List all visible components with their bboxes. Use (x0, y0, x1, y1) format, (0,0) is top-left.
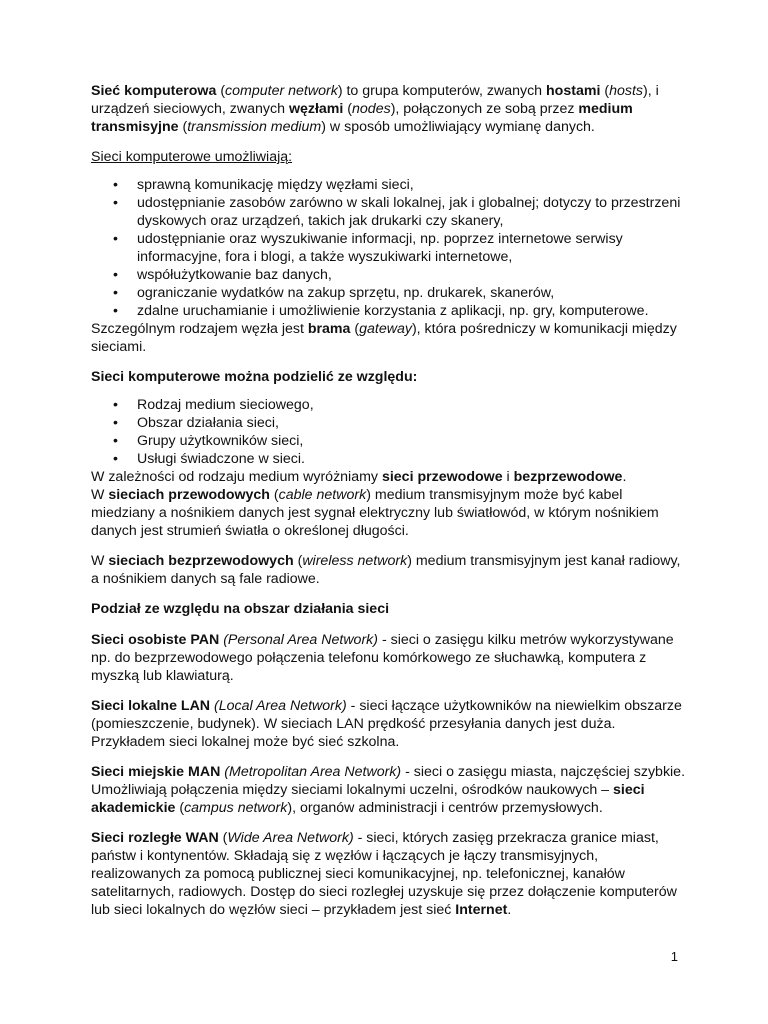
term-wireless-networks: sieciach bezprzewodowych (108, 553, 294, 569)
term-en: gateway (359, 321, 412, 337)
term-wired-networks: sieciach przewodowych (108, 487, 270, 503)
text-span: ), która pośredniczy w komunikacji między sieciami. (91, 321, 677, 355)
text-span: . (507, 902, 512, 918)
term-wireless: bezprzewodowe (513, 469, 623, 485)
term-en: transmission medium (187, 119, 322, 135)
term-en: computer network (225, 83, 338, 99)
term-en: (Local Area Network) (210, 698, 347, 714)
text-span: - sieci łączące użytkowników na niewielkim obszarze (pomieszczenie, budynek). W sieciach LAN prędkość przesyłania danych jest duża. Przykładem sieci lokalnej może być sieć szkolna. (91, 698, 682, 750)
list-item: • udostępnianie zasobów zarówno w skali lokalnej, jak i globalnej; dotyczy to przestrzeni dyskowych oraz urządzeń, takich jak drukarki czy skanery, (91, 194, 688, 230)
term-medium: medium transmisyjne (91, 101, 633, 135)
text-span: ) medium transmisyjnym jest kanał radiowy, a nośnikiem danych są fale radiowe. (91, 553, 681, 587)
term-hosts: hostami (546, 83, 601, 99)
list-item: • udostępnianie oraz wyszukiwanie informacji, np. poprzez internetowe serwisy informacyjne, fora i blogi, a także wyszukiwarki internetowe, (91, 230, 688, 266)
text-span: ) medium transmisyjnym może być kabel miedziany a nośnikiem danych jest sygnał elektryczny lub światłowód, w którym nośnikiem danych jest strumień światła o określonej długości. (91, 487, 659, 539)
term-man: Sieci miejskie MAN (91, 764, 221, 780)
list-item: • zdalne uruchamianie i umożliwienie korzystania z aplikacji, np. gry, komputerowe. (91, 302, 688, 320)
page-number: 1 (670, 949, 678, 964)
division-list (91, 396, 688, 468)
list-item: • Grupy użytkowników sieci, (91, 432, 688, 450)
term-gateway: brama (307, 321, 351, 337)
list-item: • Obszar działania sieci, (91, 414, 688, 432)
text-span: ( (178, 119, 188, 135)
term-en: campus network (184, 800, 288, 816)
list-item: • ograniczanie wydatków na zakup sprzętu, np. drukarek, skanerów, (91, 284, 688, 302)
text-span: ), i urządzeń sieciowych, zwanych (91, 83, 659, 117)
text-span: . (622, 469, 627, 485)
lan-paragraph (91, 697, 688, 751)
division-heading: Sieci komputerowe można podzielić ze względu: (91, 369, 418, 385)
wireless-paragraph (91, 552, 688, 588)
capabilities-heading: Sieci komputerowe umożliwiają: (91, 149, 293, 165)
text-span: - sieci o zasięgu miasta, najczęściej szybkie. Umożliwiają połączenia między sieciami lokalnymi uczelni, ośrodków naukowych – (91, 764, 686, 798)
term-pan: Sieci osobiste PAN (91, 632, 220, 648)
term-internet: Internet (455, 902, 508, 918)
pan-paragraph (91, 631, 688, 685)
term-en: cable network (278, 487, 367, 503)
term-en: (Metropolitan Area Network) (220, 764, 402, 780)
term-campus: sieci akademickie (91, 782, 645, 816)
term-en: hosts (609, 83, 643, 99)
text-span: ( (350, 321, 360, 337)
text-span: ( (218, 830, 228, 846)
text-span: ( (269, 487, 279, 503)
text-span: ( (175, 800, 185, 816)
term-wan: Sieci rozległe WAN (91, 830, 219, 846)
text-span: - sieci o zasięgu kilku metrów wykorzystywane np. do bezprzewodowego połączenia telefonu komórkowego ze słuchawką, komputera z myszką lub klawiaturą. (91, 632, 674, 684)
list-item: • Rodzaj medium sieciowego, (91, 396, 688, 414)
wired-paragraph (91, 486, 688, 540)
term-en: Wide Area Network) (227, 830, 354, 846)
term-wired: sieci przewodowe (381, 469, 503, 485)
list-item: • sprawną komunikację między węzłami sieci, (91, 176, 688, 194)
text-span: W (91, 487, 109, 503)
term-lan: Sieci lokalne LAN (91, 698, 211, 714)
text-span: ) to grupa komputerów, zwanych (337, 83, 546, 99)
term-en: (Personal Area Network) (219, 632, 378, 648)
term-nodes: węzłami (288, 101, 344, 117)
medium-paragraph (91, 468, 688, 486)
wan-paragraph (91, 829, 688, 919)
text-span: W (91, 553, 109, 569)
term-en: wireless network (302, 553, 408, 569)
area-heading: Podział ze względu na obszar działania sieci (91, 601, 390, 617)
text-span: - sieci, których zasięg przekracza granice miast, państw i kontynentów. Składają się z węzłów i łączących je łączy transmisyjnych, realizowanych za pomocą publicznej sieci komunikacyjnej, np. telefonicznej, kanałów satelitarnych, radiowych. Dostęp do sieci rozległej uzyskuje się przez dołączenie komputerów lub sieci lokalnych do węzłów sieci – przykładem jest sieć (91, 830, 677, 918)
text-span: W zależności od rodzaju medium wyróżniamy (91, 469, 382, 485)
text-span: ), połączonych ze sobą przez (390, 101, 579, 117)
text-span: ) w sposób umożliwiający wymianę danych. (321, 119, 595, 135)
text-span: i (502, 469, 514, 485)
list-item: • współużytkowanie baz danych, (91, 266, 688, 284)
text-span: ), organów administracji i centrów przemysłowych. (287, 800, 603, 816)
capabilities-list (91, 176, 688, 320)
gateway-paragraph (91, 320, 688, 356)
definition-paragraph (91, 82, 688, 136)
text-span: ( (343, 101, 353, 117)
text-span: Szczególnym rodzajem węzła jest (91, 321, 308, 337)
text-span: ( (293, 553, 303, 569)
term-en: nodes (352, 101, 391, 117)
man-paragraph (91, 763, 688, 817)
text-span: ( (216, 83, 226, 99)
text-span: ( (600, 83, 610, 99)
list-item: • Usługi świadczone w sieci. (91, 450, 688, 468)
term-network: Sieć komputerowa (91, 83, 217, 99)
